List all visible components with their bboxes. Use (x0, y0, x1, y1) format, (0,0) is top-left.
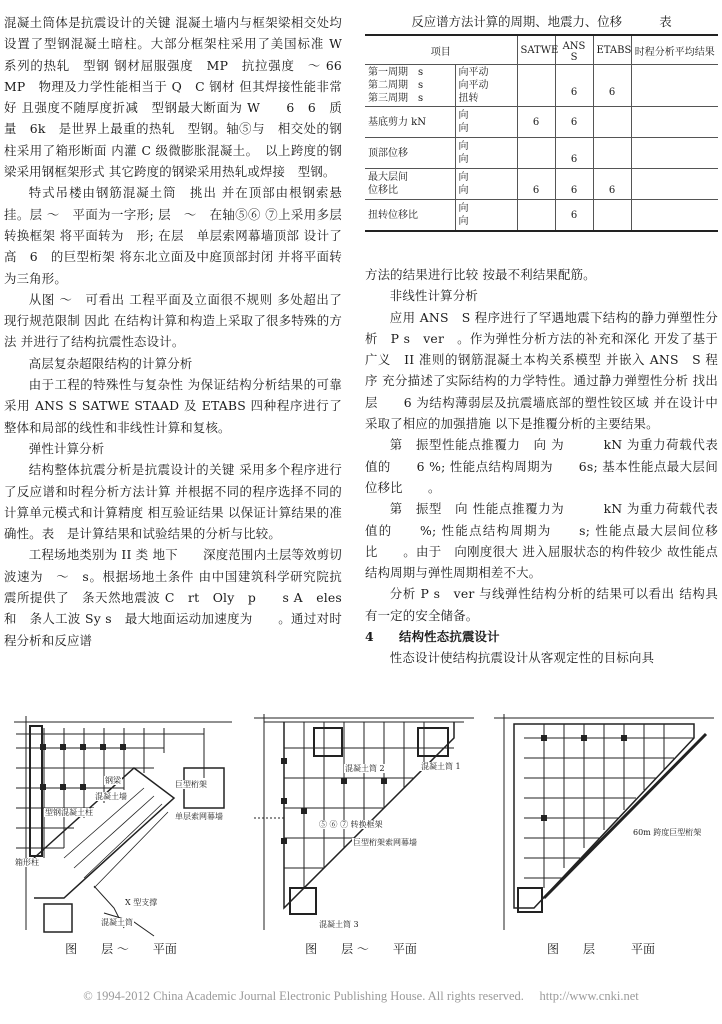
figure-label: X 型支撑 (125, 898, 158, 907)
figure-caption: 图 层 ～ 平面 (65, 942, 177, 956)
table-cell-direction: 向 向 (455, 138, 517, 169)
table-header-row (365, 35, 718, 65)
table-cell-etabs (593, 200, 631, 232)
table-cell-ansys: 6 (555, 65, 593, 107)
figure-label: 混凝土筒 3 (319, 920, 359, 929)
figure-label: 混凝土墙 (95, 792, 127, 801)
figure-label: 巨型桁架 (175, 780, 207, 789)
table-caption: 反应谱方法计算的周期、地震力、位移 表 (411, 14, 672, 29)
table-body (365, 65, 718, 232)
figure-floor-plan-2 (244, 708, 478, 976)
table-cell-ansys: 6 (555, 200, 593, 232)
table-row (365, 65, 718, 107)
table-cell-satwe: 6 (517, 169, 555, 200)
table-header-cell: ETABS (593, 35, 631, 65)
left-column (4, 12, 355, 651)
figure-label: 混凝土筒 (101, 918, 133, 927)
paragraph: 第 振型 向 性能点推覆力为 kN 为重力荷载代表值的 %; 性能点结构周期为 s; 性能点最大层间位移比 。由于 向刚度很大 进入屈服状态的构件较少 故性能点结构周期与弹性周期相差不大。 (365, 501, 718, 581)
right-column (365, 264, 718, 669)
floor-plan-drawing (4, 708, 238, 938)
table-cell-label: 第一周期 s 第二周期 s 第三周期 s (365, 65, 455, 107)
table-cell-ansys: 6 (555, 107, 593, 138)
table-cell-satwe: 6 (517, 107, 555, 138)
table-cell-direction: 向平动 向平动 扭转 (455, 65, 517, 107)
paragraph: 工程场地类别为 II 类 地下 深度范围内土层等效剪切波速为 ～ s。根据场地土条件 由中国建筑科学研究院抗震所提供了 条天然地震波 C rt Oly p s A eles 和 条人工波 Sy s 最大地面运动加速度为 。通过对时程分析和反应谱 (4, 547, 342, 648)
table-header-cell: 项目 (365, 35, 517, 65)
paragraph: 应用 ANS S 程序进行了罕遇地震下结构的静力弹塑性分析 P s ver 。作为弹性分析方法的补充和深化 开发了基于广义 II 准则的钢筋混凝土本构关系模型 并嵌入 ANS S 程序 充分描述了实际结构的力学特性。通过静力弹塑性分析 找出层 6 为结构薄弱层及抗震墙底部的塑性铰区域 并在设计中采取了相应的加强措施 以下是推覆分析的主要结果。 (365, 309, 718, 432)
paragraph: 从图 ～ 可看出 工程平面及立面很不规则 多处超出了现行规范限制 因此 在结构计算和构造上采取了很多特殊的方法 并进行了结构抗震性态设计。 (4, 291, 342, 350)
subsection-heading: 弹性计算分析 (28, 440, 105, 456)
figure-label: 箱形柱 (15, 858, 39, 867)
figure-label: 混凝土筒 1 (421, 762, 461, 771)
table-cell-etabs (593, 107, 631, 138)
paragraph: 由于工程的特殊性与复杂性 为保证结构分析结果的可靠 采用 ANS S SATWE STAAD 及 ETABS 四种程序进行了整体和局部的线性和非线性计算和复核。 (4, 377, 342, 435)
figure-caption: 图 层 平面 (546, 942, 655, 956)
table-cell-average (631, 138, 718, 169)
figure-label: 单层索网幕墙 (175, 812, 223, 821)
figure-label: 60m 跨度巨型桁架 (633, 828, 702, 837)
copyright-footer: © 1994-2012 China Academic Journal Electronic Publishing House. All rights reserved. http://www.cnki.net (83, 989, 639, 1003)
figure-label: 混凝土筒 2 (345, 764, 385, 773)
subsection-heading: 非线性计算分析 (389, 288, 478, 304)
table-cell-label: 扭转位移比 (365, 200, 455, 232)
table-cell-etabs (593, 138, 631, 169)
figure-floor-plan-1 (4, 708, 238, 976)
paragraph: 分析 P s ver 与线弹性结构分析的结果可以看出 结构具有一定的安全储备。 (365, 586, 718, 623)
table-cell-satwe (517, 65, 555, 107)
table-cell-label: 最大层间 位移比 (365, 169, 455, 200)
table-row (365, 169, 718, 200)
figure-label: ⑤ ⑥ ⑦ 转换框架 (319, 820, 383, 829)
section-heading: 高层复杂超限结构的计算分析 (28, 355, 193, 371)
table-cell-satwe (517, 138, 555, 169)
results-table-block (365, 12, 718, 232)
table-header-cell: SATWE (517, 35, 555, 65)
table-cell-direction: 向 向 (455, 169, 517, 200)
table-cell-etabs: 6 (593, 169, 631, 200)
table-row (365, 107, 718, 138)
table-cell-ansys: 6 (555, 169, 593, 200)
table-cell-average (631, 65, 718, 107)
table-row (365, 138, 718, 169)
paragraph: 特式吊楼由钢筋混凝土筒 挑出 并在顶部由根钢索悬挂。层 ～ 平面为一字形; 层 ～ 在轴⑤⑥ ⑦上采用多层转换框架 将平面转为 形; 在层 单层索网幕墙顶部 设计了高 6 的巨型桁架 将东北立面及中庭顶部封闭 并将平面转为三角形。 (4, 185, 342, 286)
table-cell-label: 基底剪力 kN (365, 107, 455, 138)
table-cell-satwe (517, 200, 555, 232)
results-table (365, 34, 718, 232)
floor-plan-drawing (484, 708, 718, 938)
table-cell-direction: 向 向 (455, 200, 517, 232)
table-cell-label: 顶部位移 (365, 138, 455, 169)
figure-label: 巨型桁架索网幕墙 (353, 838, 417, 847)
paragraph: 混凝土筒体是抗震设计的关键 混凝土墙内与框架梁相交处均设置了型钢混凝土暗柱。大部分框架柱采用了美国标准 W 系列的热轧 型钢 钢材屈服强度 MP 抗拉强度 ～ 66 MP 物理及力学性能相当于 Q C 钢材 但其焊接性能非常好 且强度不随厚度折减 型钢最大断面为 W 6 6 质量 6k 是世界上最重的热轧 型钢。轴⑤与 相交处的钢柱采用了箱形断面 内灌 C 级微膨胀混凝土。 以上跨度的钢梁采用钢框架形式 其它跨度的钢梁采用热轧或焊接 型钢。 (4, 15, 355, 180)
figure-floor-plan-3 (484, 708, 718, 976)
table-row (365, 200, 718, 232)
table-cell-average (631, 107, 718, 138)
table-header-cell: ANS S (555, 35, 593, 65)
figure-label: 型钢混凝土柱 (45, 808, 93, 817)
table-cell-average (631, 169, 718, 200)
floor-plan-figures (4, 708, 718, 976)
figure-label: 钢梁 (105, 776, 121, 785)
paragraph: 结构整体抗震分析是抗震设计的关键 采用多个程序进行了反应谱和时程分析方法计算 并根据不同的程序选择不同的计算单元模式和计算精度 相互验证结果 以保证计算结果的准确性。表 是计算结果和试验结果的分析与比较。 (4, 462, 342, 542)
table-cell-etabs: 6 (593, 65, 631, 107)
paragraph: 性态设计使结构抗震设计从客观定性的目标向具 (389, 650, 655, 666)
figure-caption: 图 层 ～ 平面 (305, 942, 417, 956)
table-header-cell: 时程分析平均结果 (631, 35, 718, 65)
paragraph: 方法的结果进行比较 按最不利结果配筋。 (365, 267, 596, 282)
table-cell-ansys: 6 (555, 138, 593, 169)
table-cell-average (631, 200, 718, 232)
table-cell-direction: 向 向 (455, 107, 517, 138)
section-heading: 4 结构性态抗震设计 (365, 629, 500, 645)
paragraph: 第 振型性能点推覆力 向 为 kN 为重力荷载代表值的 6 %; 性能点结构周期为 6s; 基本性能点最大层间位移比 。 (365, 437, 718, 495)
